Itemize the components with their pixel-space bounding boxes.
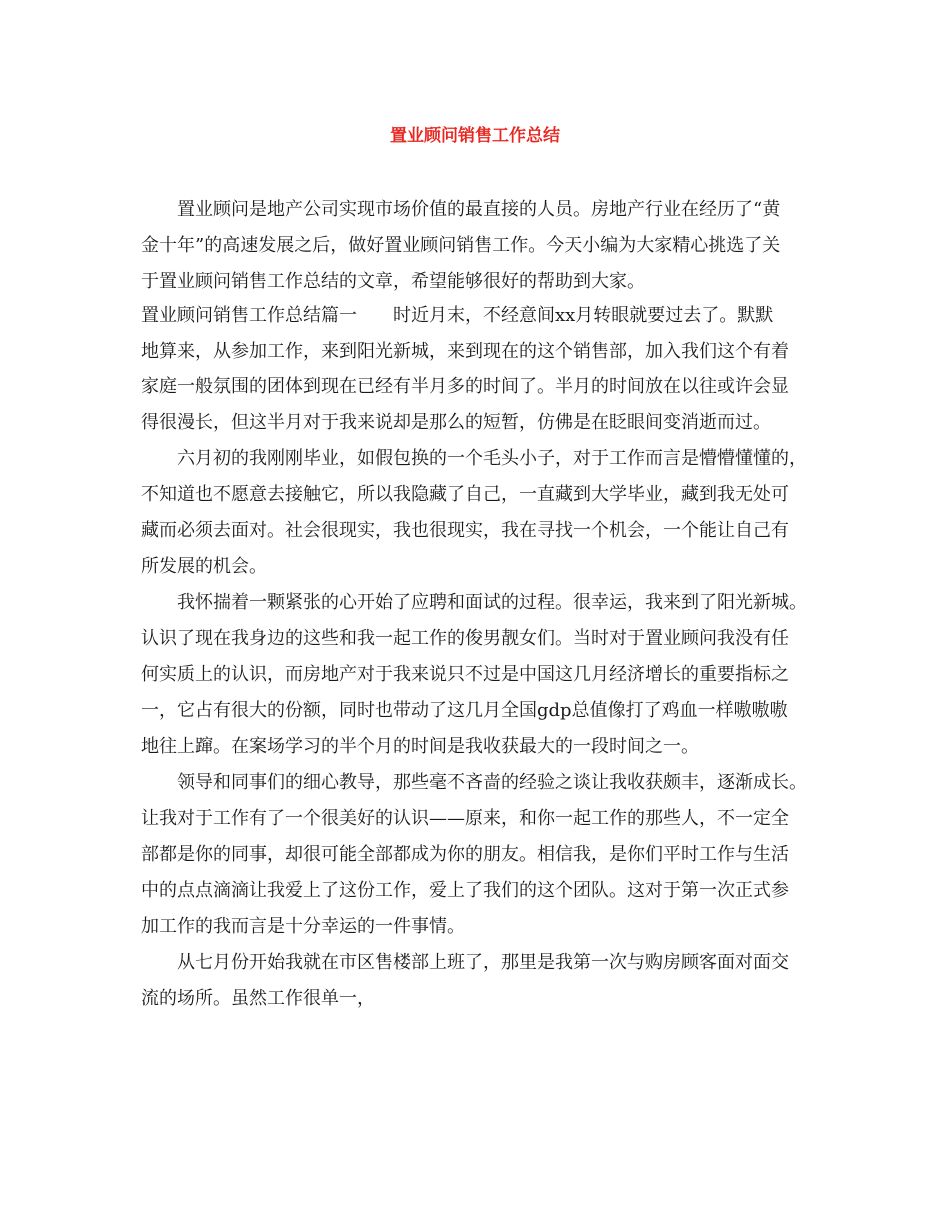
section-heading: 置业顾问销售工作总结篇一 [141, 305, 357, 326]
paragraph-line: 于置业顾问销售工作总结的文章，希望能够很好的帮助到大家。 [141, 271, 645, 292]
paragraph-line: 所发展的机会。 [141, 556, 267, 577]
paragraph-line: 地算来，从参加工作，来到阳光新城，来到现在的这个销售部，加入我们这个有着 [141, 341, 789, 362]
paragraph-line: 藏而必须去面对。社会很现实，我也很现实，我在寻找一个机会，一个能让自己有 [141, 520, 789, 541]
paragraph-line: 从七月份开始我就在市区售楼部上班了，那里是我第一次与购房顾客面对面交 [177, 952, 789, 973]
paragraph-line: 我怀揣着一颗紧张的心开始了应聘和面试的过程。很幸运，我来到了阳光新城。 [177, 592, 807, 613]
section-heading-line [141, 304, 821, 328]
paragraph-line: 中的点点滴滴让我爱上了这份工作，爱上了我们的这个团队。这对于第一次正式参 [141, 880, 789, 901]
paragraph-line: 金十年”的高速发展之后，做好置业顾问销售工作。今天小编为大家精心挑选了关 [141, 235, 781, 256]
paragraph-line: 让我对于工作有了一个很美好的认识——原来，和你一起工作的那些人，不一定全 [141, 808, 789, 829]
paragraph-line: 地往上蹿。在案场学习的半个月的时间是我收获最大的一段时间之一。 [141, 736, 699, 757]
paragraph-line: 领导和同事们的细心教导，那些毫不吝啬的经验之谈让我收获颇丰，逐渐成长。 [177, 772, 807, 793]
paragraph-line: 置业顾问是地产公司实现市场价值的最直接的人员。房地产行业在经历了“黄 [177, 199, 781, 220]
paragraph-line: 不知道也不愿意去接触它，所以我隐藏了自己，一直藏到大学毕业，藏到我无处可 [141, 484, 789, 505]
paragraph-line: 一，它占有很大的份额，同时也带动了这几月全国gdp总值像打了鸡血一样嗷嗷嗷 [141, 700, 788, 721]
paragraph-line: 部都是你的同事，却很可能全部都成为你的朋友。相信我，是你们平时工作与生活 [141, 844, 789, 865]
paragraph-line: 得很漫长，但这半月对于我来说却是那么的短暂，仿佛是在眨眼间变消逝而过。 [141, 412, 771, 433]
paragraph-line: 何实质上的认识，而房地产对于我来说只不过是中国这几月经济增长的重要指标之 [141, 664, 789, 685]
document-title: 置业顾问销售工作总结 [390, 126, 560, 146]
paragraph-line: 加工作的我而言是十分幸运的一件事情。 [141, 916, 465, 937]
paragraph-line: 认识了现在我身边的这些和我一起工作的俊男靓女们。当时对于置业顾问我没有任 [141, 628, 789, 649]
paragraph-line: 家庭一般氛围的团体到现在已经有半月多的时间了。半月的时间放在以往或许会显 [141, 376, 789, 397]
section-first-sentence: 时近月末，不经意间xx月转眼就要过去了。默默 [393, 305, 774, 326]
paragraph-line: 流的场所。虽然工作很单一， [141, 988, 375, 1009]
paragraph-line: 六月初的我刚刚毕业，如假包换的一个毛头小子，对于工作而言是懵懵懂懂的， [177, 448, 807, 469]
